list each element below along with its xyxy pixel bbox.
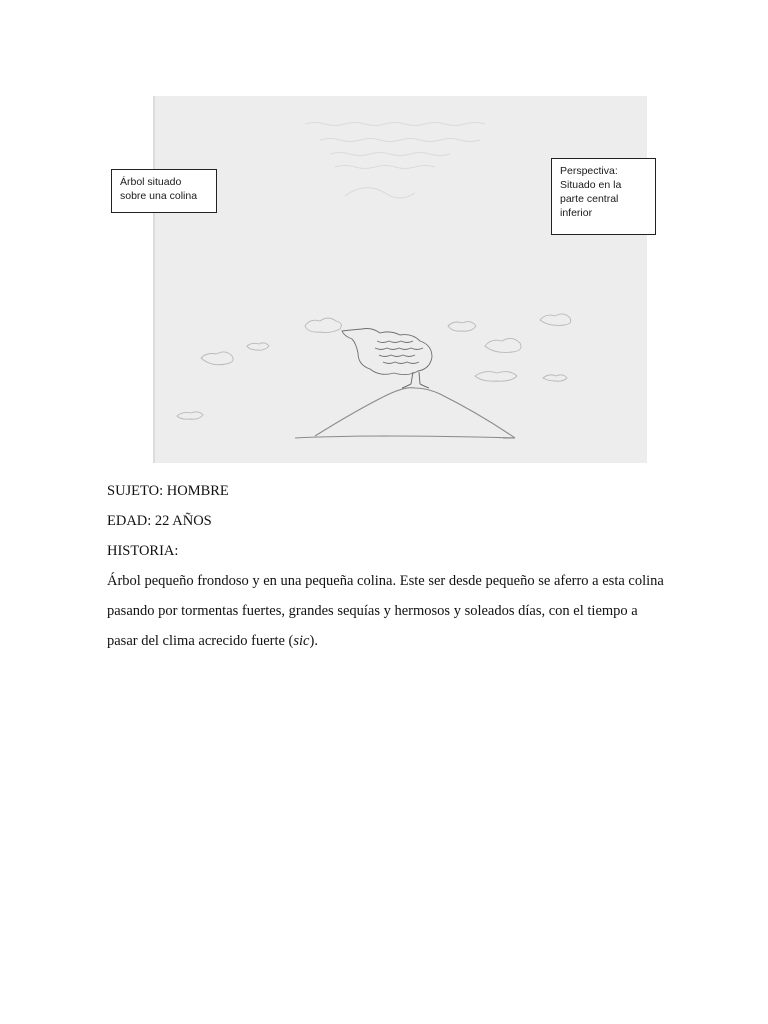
case-description [107, 476, 667, 656]
story-text-end: ). [309, 633, 318, 649]
tree-on-hill-drawing [155, 96, 647, 463]
age-line: EDAD: 22 AÑOS [107, 513, 212, 529]
story-paragraph [107, 566, 667, 656]
callout-perspective: Perspectiva: Situado en la parte central inferior [551, 158, 656, 235]
tree-drawing-image [155, 96, 647, 463]
story-text: Árbol pequeño frondoso y en una pequeña colina. Este ser desde pequeño se aferro a esta colina pasando por tormentas fuertes, grandes sequías y hermosos y soleados días, con el tiempo a pasar del clima acrecido fuerte ( [107, 573, 664, 649]
subject-line: SUJETO: HOMBRE [107, 483, 229, 499]
hill [295, 388, 515, 438]
sic-emphasis: sic [293, 633, 310, 649]
faint-handwriting [305, 123, 485, 199]
callout-tree-location: Árbol situado sobre una colina [111, 169, 217, 213]
tree-canopy [342, 329, 432, 375]
history-label: HISTORIA: [107, 543, 179, 559]
